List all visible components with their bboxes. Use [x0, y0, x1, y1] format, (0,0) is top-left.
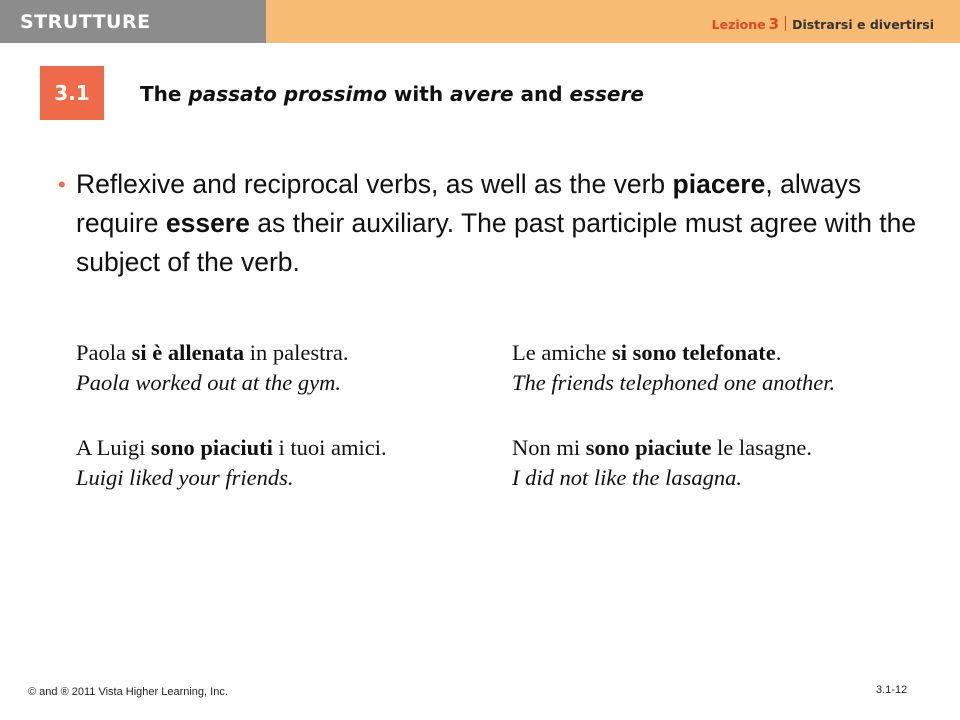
- example-italian: [76, 433, 387, 463]
- title-term-essere: essere: [569, 82, 644, 106]
- section-label: STRUTTURE: [20, 11, 151, 33]
- bullet-segment: Reflexive and reciprocal verbs, as well as the verb: [76, 169, 673, 199]
- example-text: Le amiche: [512, 340, 612, 365]
- example-text: Paola: [76, 340, 132, 365]
- example-4: [512, 433, 812, 493]
- bullet-segment: , always require: [76, 169, 862, 238]
- example-text: le lasagne.: [711, 435, 812, 460]
- bullet-bold-essere: essere: [165, 208, 250, 238]
- header-bar: [0, 0, 960, 43]
- example-english: The friends telephoned one another.: [512, 370, 836, 395]
- example-text: .: [775, 340, 782, 365]
- title-term-passato: passato prossimo: [188, 82, 387, 106]
- example-verb: sono piaciute: [585, 435, 712, 460]
- title-term-avere: avere: [450, 82, 514, 106]
- lesson-info: [712, 15, 934, 33]
- example-verb: si è allenata: [131, 340, 245, 365]
- slide-title: [140, 82, 644, 106]
- title-text: The: [140, 82, 189, 106]
- example-italian: [76, 338, 348, 368]
- header-section-panel: [0, 0, 266, 43]
- bullet-bold-piacere: piacere: [672, 169, 766, 199]
- example-italian: [512, 433, 812, 463]
- bullet-segment: as their auxiliary. The past participle must agree with the subject of the verb.: [76, 208, 917, 277]
- example-verb: si sono telefonate: [611, 340, 776, 365]
- page-number: 3.1-12: [876, 684, 908, 696]
- title-text: with: [386, 82, 451, 106]
- lesson-divider: [785, 16, 786, 31]
- example-text: i tuoi amici.: [272, 435, 387, 460]
- example-english: I did not like the lasagna.: [512, 465, 742, 490]
- example-text: Non mi: [512, 435, 586, 460]
- lesson-word: Lezione: [711, 17, 766, 32]
- example-english: Luigi liked your friends.: [76, 465, 294, 490]
- lesson-title: Distrarsi e divertirsi: [792, 17, 934, 32]
- example-verb: sono piaciuti: [151, 435, 273, 460]
- section-number-badge: 3.1: [40, 66, 104, 120]
- title-text: and: [513, 82, 570, 106]
- example-italian: [512, 338, 835, 368]
- example-english: Paola worked out at the gym.: [76, 370, 341, 395]
- copyright-text: © and ® 2011 Vista Higher Learning, Inc.: [28, 686, 228, 698]
- example-2: [512, 338, 835, 398]
- example-1: [76, 338, 348, 398]
- bullet-dot-icon: •: [58, 172, 66, 197]
- example-text: A Luigi: [76, 435, 152, 460]
- example-3: [76, 433, 387, 493]
- example-text: in palestra.: [244, 340, 349, 365]
- lesson-number: 3: [768, 15, 780, 33]
- header-lesson-panel: [266, 0, 960, 43]
- bullet-text: [76, 165, 926, 282]
